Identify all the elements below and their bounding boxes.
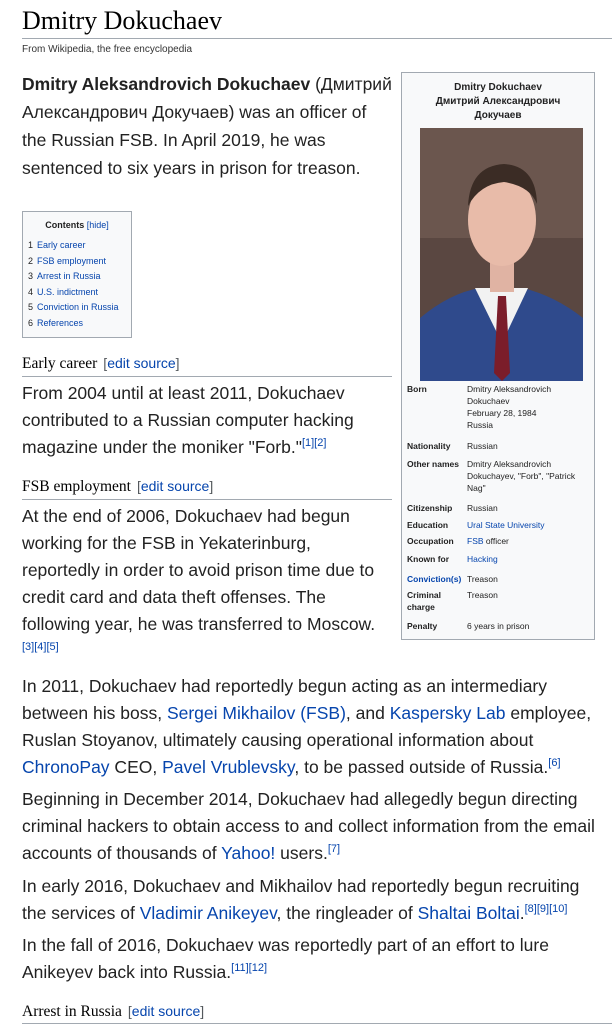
text: . xyxy=(519,903,525,923)
infobox-value: Russian xyxy=(467,441,498,451)
infobox xyxy=(401,72,595,640)
toc-hide-link[interactable]: [hide] xyxy=(86,220,109,230)
link-yahoo[interactable]: Yahoo! xyxy=(221,843,276,863)
link-ural-state-university[interactable]: Ural State University xyxy=(467,520,545,530)
lead-bold-name: Dmitry Aleksandrovich Dokuchaev xyxy=(22,74,311,94)
text: Beginning in December 2014, Dokuchaev had allegedly begun directing criminal hackers to obtain access to and collect information from the email accounts of thousands of xyxy=(22,789,595,863)
link-fsb[interactable]: FSB xyxy=(467,536,484,546)
edit-section-wrapper xyxy=(137,478,213,494)
link-vladimir-anikeyev[interactable]: Vladimir Anikeyev xyxy=(139,903,277,923)
other-names-line: Nag" xyxy=(467,483,486,493)
edit-source-link[interactable]: edit source xyxy=(107,355,176,371)
text: In the fall of 2016, Dokuchaev was reportedly part of an effort to lure Anikeyev back into Russia. xyxy=(22,935,549,982)
title-divider xyxy=(22,38,612,39)
link-sergei-mikhailov[interactable]: Sergei Mikhailov (FSB) xyxy=(166,703,346,723)
citation-refs[interactable]: [6] xyxy=(548,757,561,770)
paragraph-fsb-1 xyxy=(22,503,387,665)
heading-text: Arrest in Russia xyxy=(22,1003,122,1020)
page-title: Dmitry Dokuchaev xyxy=(22,6,223,35)
text: users. xyxy=(275,843,328,863)
toc-item-indictment[interactable] xyxy=(28,285,131,301)
citation-refs[interactable]: [3][4][5] xyxy=(22,641,59,654)
bracket: ] xyxy=(175,355,180,371)
citation-refs[interactable]: [1][2] xyxy=(301,437,327,450)
infobox-title-ru: Дмитрий Александрович Докучаев xyxy=(435,96,561,121)
heading-early-career xyxy=(22,355,180,373)
edit-section-wrapper xyxy=(103,355,179,371)
infobox-title-en: Dmitry Dokuchaev xyxy=(454,82,542,93)
paragraph-text: At the end of 2006, Dokuchaev had begun working for the FSB in Yekaterinburg, reportedly in order to avoid prison time due to credit card and data theft offenses. The following year, he was transferred to Moscow. xyxy=(22,506,376,634)
bracket: ] xyxy=(200,1003,205,1019)
heading-text: FSB employment xyxy=(22,478,131,495)
toc-link[interactable]: References xyxy=(37,317,84,328)
paragraph-fsb-3 xyxy=(22,786,607,867)
portrait-illustration xyxy=(420,128,583,381)
toc-item-conviction[interactable] xyxy=(28,300,131,316)
toc-link[interactable]: U.S. indictment xyxy=(37,286,99,297)
infobox-label: Born xyxy=(407,384,427,394)
toc-item-references[interactable] xyxy=(28,316,131,332)
infobox-title xyxy=(402,81,594,123)
infobox-label: Nationality xyxy=(407,441,451,451)
infobox-value: 6 years in prison xyxy=(467,621,530,631)
other-names-line: Dokuchayev, "Forb", "Patrick xyxy=(467,471,576,481)
text: , and xyxy=(345,703,390,723)
born-line: Dokuchaev xyxy=(467,396,510,406)
text: In early 2016, Dokuchaev and Mikhailov had reportedly begun recruiting the services of xyxy=(22,876,580,923)
label-line: charge xyxy=(407,602,435,612)
toc-link[interactable]: Arrest in Russia xyxy=(37,271,101,281)
toc-num: 1 xyxy=(28,240,34,250)
bracket: ] xyxy=(209,478,214,494)
heading-divider xyxy=(22,499,392,500)
heading-arrest-in-russia xyxy=(22,1003,204,1021)
infobox-row-other-names xyxy=(407,458,591,494)
infobox-row-citizenship xyxy=(407,502,591,514)
text: In 2011, Dokuchaev had reportedly begun acting as an intermediary between his boss, xyxy=(22,676,548,723)
bracket: [ xyxy=(136,478,141,494)
infobox-label: Citizenship xyxy=(407,503,453,513)
other-names-line: Dmitry Aleksandrovich xyxy=(467,459,552,469)
bracket: [ xyxy=(103,355,108,371)
link-shaltai-boltai[interactable]: Shaltai Boltai xyxy=(417,903,520,923)
toc-item-fsb-employment[interactable] xyxy=(28,254,131,270)
edit-source-link[interactable]: edit source xyxy=(140,478,210,494)
toc-num: 6 xyxy=(28,317,34,328)
infobox-row-nationality xyxy=(407,440,591,452)
infobox-row-born xyxy=(407,383,591,431)
page-subtitle: From Wikipedia, the free encyclopedia xyxy=(22,44,193,55)
link-pavel-vrublevsky[interactable]: Pavel Vrublevsky xyxy=(162,757,295,777)
toc-num: 4 xyxy=(28,286,34,297)
toc-num: 5 xyxy=(28,302,34,312)
infobox-value xyxy=(467,458,591,494)
infobox-row-education xyxy=(407,519,591,531)
citation-refs[interactable]: [7] xyxy=(327,843,341,856)
heading-fsb-employment xyxy=(22,478,213,496)
infobox-row-criminal-charge xyxy=(407,589,591,613)
toc-title xyxy=(23,220,131,230)
paragraph-text: From 2004 until at least 2011, Dokuchaev contributed to a Russian computer hacking magazine under the moniker "Forb." xyxy=(22,383,354,457)
infobox-value xyxy=(467,535,591,547)
toc-link[interactable]: Conviction in Russia xyxy=(37,302,119,312)
toc-item-arrest[interactable] xyxy=(28,269,131,285)
label-line: Criminal xyxy=(407,590,442,600)
infobox-label: Known for xyxy=(407,554,450,564)
paragraph-fsb-5 xyxy=(22,932,592,986)
infobox-value: Treason xyxy=(467,590,498,600)
citation-refs[interactable]: [8][9][10] xyxy=(524,903,568,916)
occupation-text: officer xyxy=(483,536,509,546)
heading-text: Early career xyxy=(22,355,98,372)
paragraph-early-career xyxy=(22,380,382,461)
toc-num: 3 xyxy=(28,271,34,281)
toc-link[interactable]: FSB employment xyxy=(37,255,107,266)
link-convictions[interactable]: Conviction(s) xyxy=(407,574,462,584)
infobox-row-known-for xyxy=(407,553,591,565)
toc-item-early-career[interactable] xyxy=(28,238,131,254)
text: , the ringleader of xyxy=(276,903,418,923)
lead-text: (Дмитрий Александрович Докучаев) was an officer of the Russian FSB. In April 2019, he was sentenced to six years in prison for treason. xyxy=(22,74,392,178)
infobox-label: Penalty xyxy=(407,621,438,631)
link-chronopay[interactable]: ChronoPay xyxy=(22,757,110,777)
infobox-value: Russian xyxy=(467,503,498,513)
infobox-label: Education xyxy=(407,520,449,530)
paragraph-fsb-2 xyxy=(22,673,607,781)
heading-divider xyxy=(22,376,392,377)
infobox-label: Occupation xyxy=(407,536,454,546)
toc-link[interactable]: Early career xyxy=(37,240,86,250)
link-hacking[interactable]: Hacking xyxy=(467,554,498,564)
infobox-row-penalty xyxy=(407,620,591,632)
portrait-photo xyxy=(420,128,583,381)
infobox-value: Treason xyxy=(467,574,498,584)
table-of-contents xyxy=(22,211,132,338)
born-line: Russia xyxy=(467,420,493,430)
infobox-label xyxy=(407,589,467,613)
bracket: [ xyxy=(127,1003,132,1019)
edit-section-wrapper xyxy=(128,1003,204,1019)
infobox-row-occupation xyxy=(407,535,591,547)
toc-num: 2 xyxy=(28,255,34,266)
link-kaspersky-lab[interactable]: Kaspersky Lab xyxy=(389,703,506,723)
paragraph-fsb-4 xyxy=(22,873,607,927)
lead-paragraph xyxy=(22,70,394,182)
infobox-value xyxy=(467,383,591,431)
born-line: Dmitry Aleksandrovich xyxy=(467,384,552,394)
text: CEO, xyxy=(109,757,163,777)
toc-title-text: Contents xyxy=(45,220,85,230)
infobox-row-convictions xyxy=(407,573,591,585)
text: employee, Ruslan Stoyanov, ultimately causing operational information about xyxy=(22,703,592,750)
citation-refs[interactable]: [11][12] xyxy=(231,962,268,975)
infobox-label: Other names xyxy=(407,459,459,469)
edit-source-link[interactable]: edit source xyxy=(131,1003,201,1019)
born-line: February 28, 1984 xyxy=(467,408,537,418)
text: , to be passed outside of Russia. xyxy=(294,757,549,777)
